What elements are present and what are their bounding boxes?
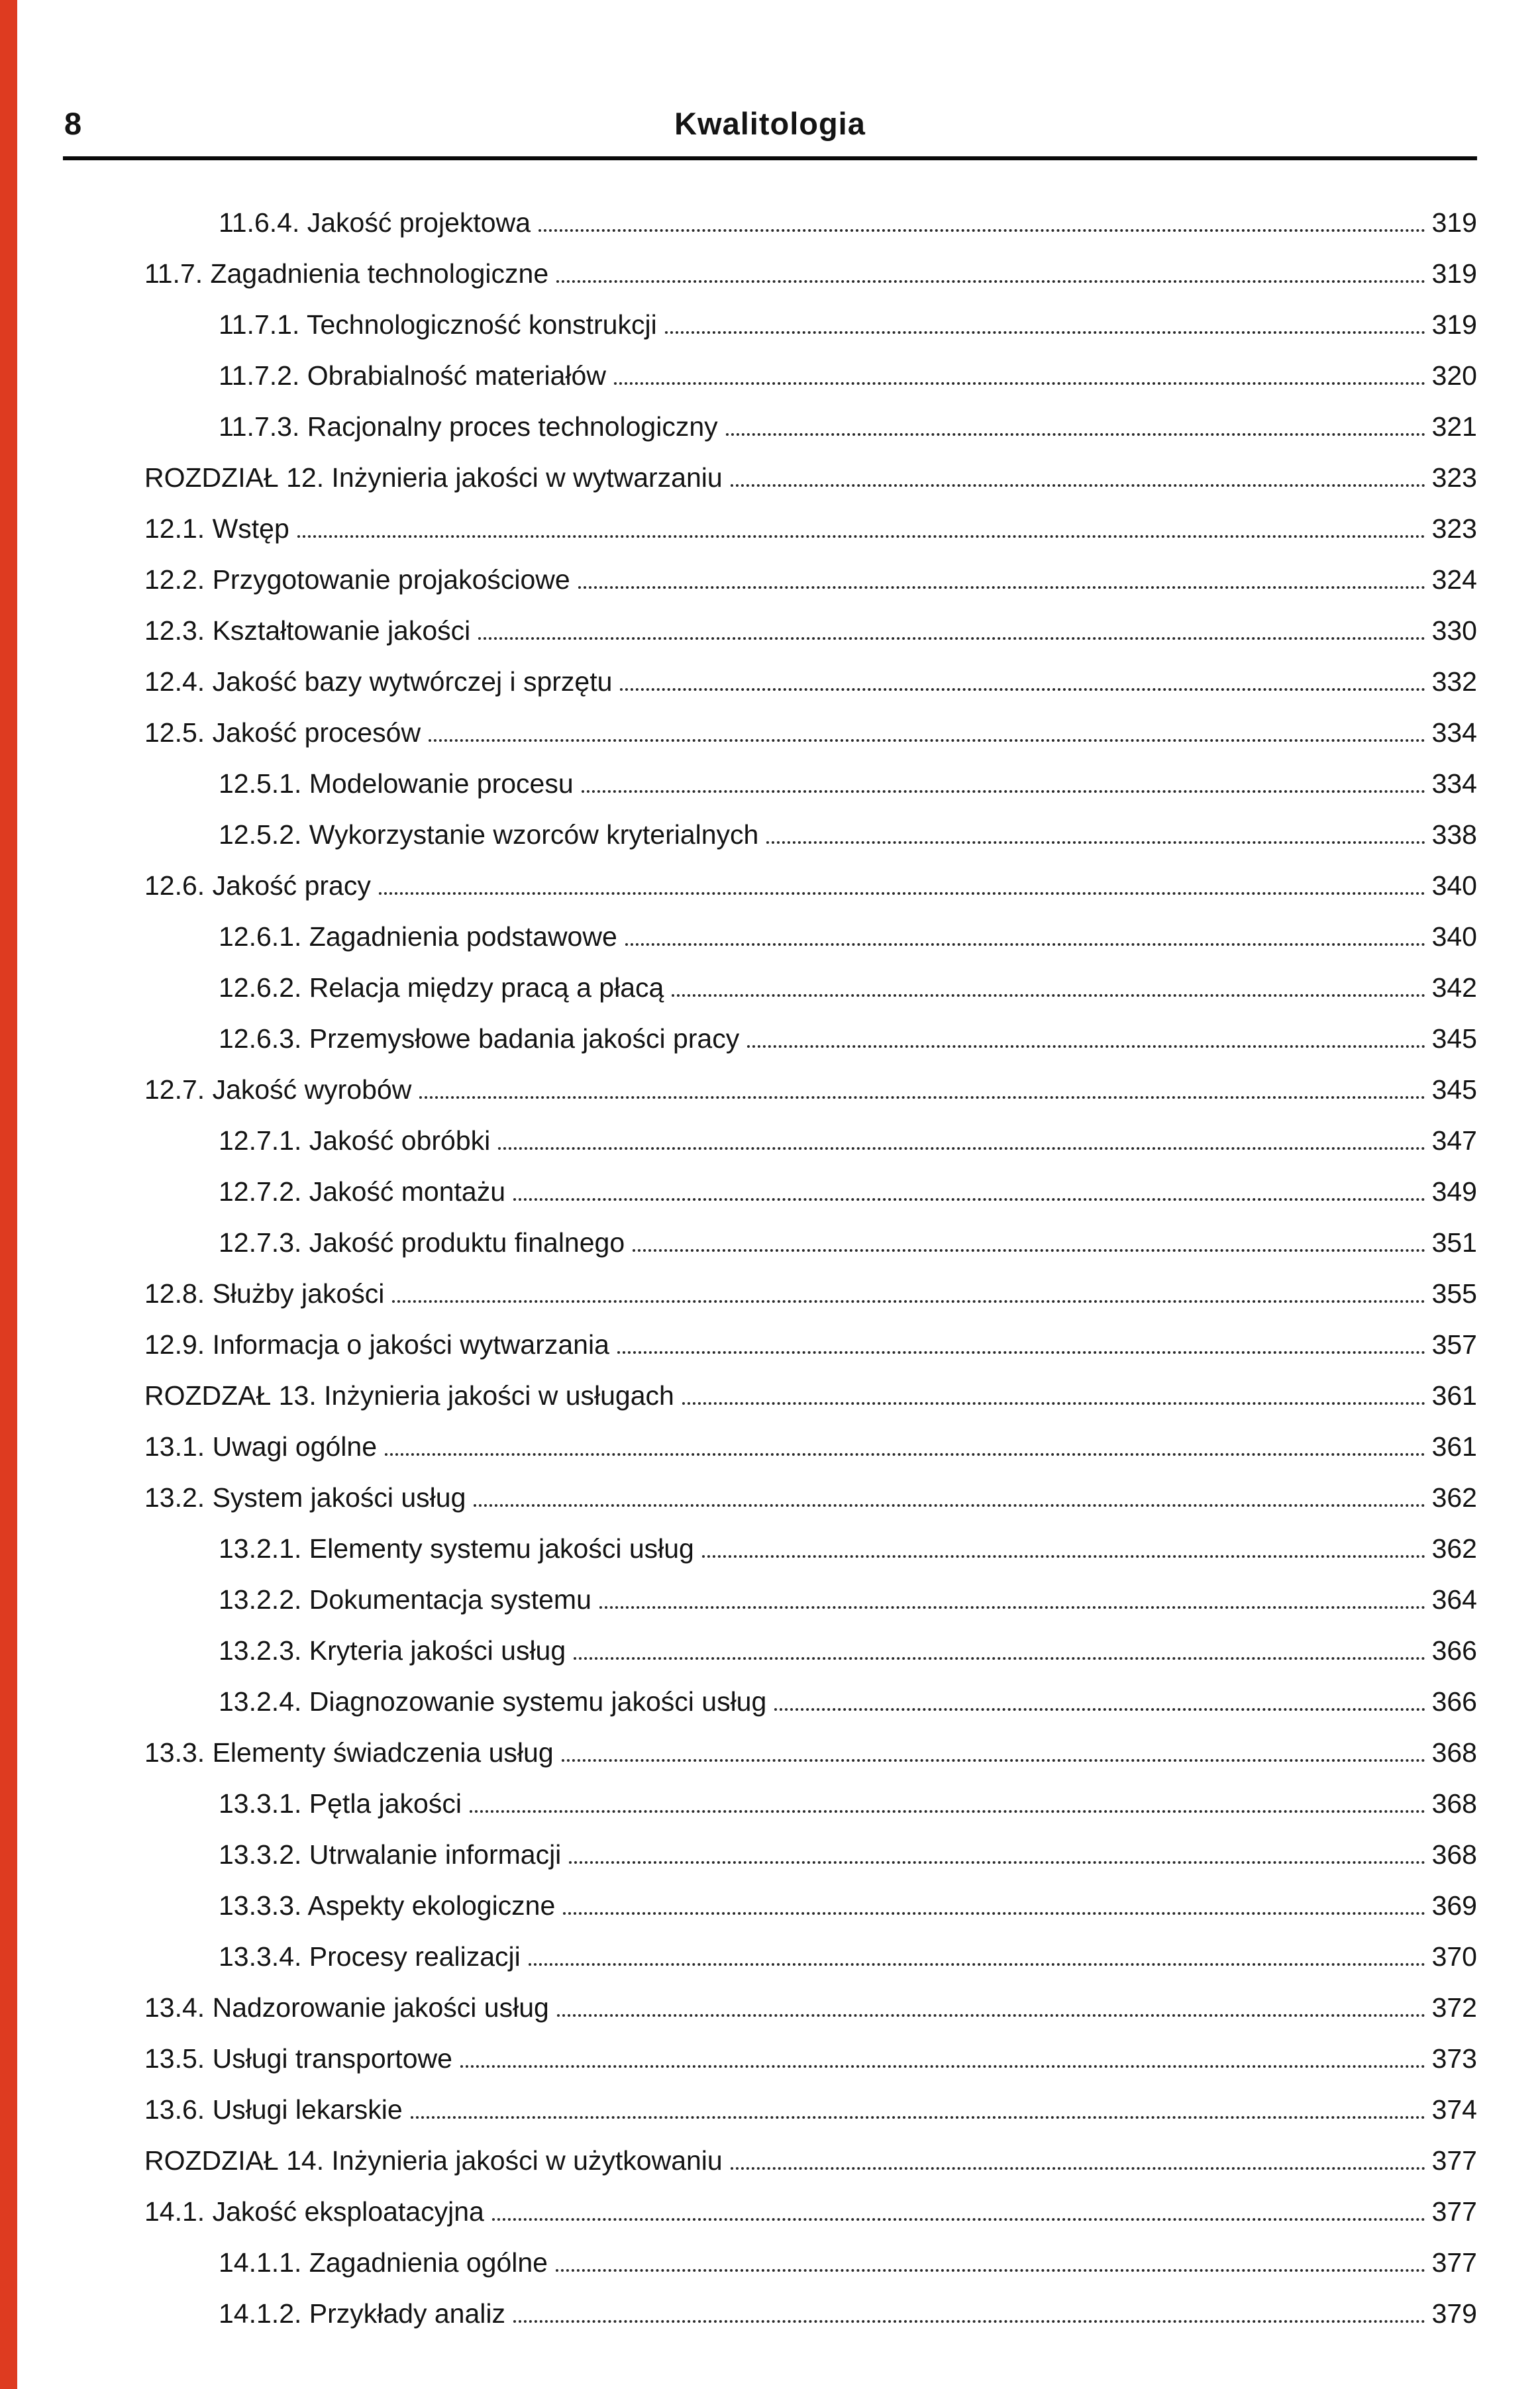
toc-entry bbox=[63, 758, 1477, 809]
toc-entry-label: 12.6. Jakość pracy bbox=[144, 870, 371, 901]
toc-entry bbox=[63, 1676, 1477, 1727]
toc-entry-page: 345 bbox=[1431, 1074, 1477, 1105]
toc-entry bbox=[63, 1982, 1477, 2033]
toc-entry-label: 13.2. System jakości usług bbox=[144, 1482, 466, 1513]
toc-entry bbox=[63, 1319, 1477, 1370]
dotted-leader bbox=[731, 2167, 1425, 2170]
toc-entry-page: 351 bbox=[1431, 1227, 1477, 1258]
toc-entry bbox=[63, 1523, 1477, 1574]
toc-entry-label: 11.7.3. Racjonalny proces technologiczny bbox=[219, 411, 718, 442]
dotted-leader bbox=[297, 535, 1425, 538]
toc-entry-label: ROZDZIAŁ 14. Inżynieria jakości w użytkowaniu bbox=[144, 2145, 723, 2176]
dotted-leader bbox=[633, 1249, 1425, 1252]
toc-entry bbox=[63, 860, 1477, 911]
toc-entry-page: 323 bbox=[1431, 513, 1477, 544]
dotted-leader bbox=[617, 1351, 1425, 1354]
toc-entry-label: 14.1. Jakość eksploatacyjna bbox=[144, 2196, 484, 2227]
toc-entry-label: 12.1. Wstęp bbox=[144, 513, 289, 544]
dotted-leader bbox=[498, 1147, 1425, 1150]
toc-entry-label: ROZDZIAŁ 12. Inżynieria jakości w wytwarzaniu bbox=[144, 462, 723, 493]
dotted-leader bbox=[379, 892, 1425, 895]
toc-entry-page: 369 bbox=[1431, 1890, 1477, 1921]
dotted-leader bbox=[563, 1912, 1425, 1915]
toc-entry-page: 349 bbox=[1431, 1176, 1477, 1207]
dotted-leader bbox=[578, 586, 1425, 589]
toc-entry-label: 12.7.3. Jakość produktu finalnego bbox=[219, 1227, 625, 1258]
toc-entry bbox=[63, 1421, 1477, 1472]
toc-entry-page: 362 bbox=[1431, 1482, 1477, 1513]
toc-entry bbox=[63, 2033, 1477, 2084]
toc-entry-label: 13.3.2. Utrwalanie informacji bbox=[219, 1839, 562, 1870]
toc-entry-page: 377 bbox=[1431, 2196, 1477, 2227]
toc-entry-page: 330 bbox=[1431, 615, 1477, 646]
page-title: Kwalitologia bbox=[674, 106, 866, 141]
toc-entry bbox=[63, 1370, 1477, 1421]
toc-entry-page: 362 bbox=[1431, 1533, 1477, 1564]
toc-entry bbox=[63, 1829, 1477, 1880]
toc-entry-label: 13.3.4. Procesy realizacji bbox=[219, 1941, 521, 1972]
dotted-leader bbox=[582, 790, 1425, 793]
toc-list bbox=[63, 197, 1477, 2339]
toc-entry-label: 12.9. Informacja o jakości wytwarzania bbox=[144, 1329, 609, 1360]
dotted-leader bbox=[702, 1555, 1425, 1558]
dotted-leader bbox=[556, 280, 1425, 283]
dotted-leader bbox=[766, 841, 1425, 844]
toc-entry-page: 324 bbox=[1431, 564, 1477, 595]
toc-entry bbox=[63, 197, 1477, 248]
dotted-leader bbox=[665, 331, 1425, 334]
toc-entry-label: 11.7.2. Obrabialność materiałów bbox=[219, 360, 606, 391]
dotted-leader bbox=[429, 739, 1425, 742]
book-spine-stripe bbox=[0, 0, 17, 2389]
toc-entry bbox=[63, 1166, 1477, 1217]
toc-entry-page: 319 bbox=[1431, 258, 1477, 289]
dotted-leader bbox=[460, 2065, 1425, 2068]
toc-entry bbox=[63, 2288, 1477, 2339]
page-number: 8 bbox=[64, 106, 82, 141]
toc-entry bbox=[63, 1013, 1477, 1064]
toc-entry-label: ROZDZAŁ 13. Inżynieria jakości w usługach bbox=[144, 1380, 674, 1411]
dotted-leader bbox=[672, 994, 1425, 997]
dotted-leader bbox=[492, 2218, 1425, 2221]
toc-entry-label: 12.5.2. Wykorzystanie wzorców kryterialnych bbox=[219, 819, 759, 850]
toc-entry-page: 319 bbox=[1431, 207, 1477, 238]
toc-entry bbox=[63, 1625, 1477, 1676]
toc-entry-page: 366 bbox=[1431, 1686, 1477, 1717]
toc-entry-page: 321 bbox=[1431, 411, 1477, 442]
dotted-leader bbox=[747, 1045, 1425, 1048]
toc-entry-label: 12.2. Przygotowanie projakościowe bbox=[144, 564, 570, 595]
toc-entry-page: 340 bbox=[1431, 870, 1477, 901]
toc-entry-label: 12.6.3. Przemysłowe badania jakości pracy bbox=[219, 1023, 740, 1054]
dotted-leader bbox=[513, 1198, 1425, 1201]
toc-entry bbox=[63, 452, 1477, 503]
toc-entry bbox=[63, 2135, 1477, 2186]
dotted-leader bbox=[556, 2269, 1425, 2272]
toc-entry bbox=[63, 2186, 1477, 2237]
toc-entry-page: 370 bbox=[1431, 1941, 1477, 1972]
toc-entry bbox=[63, 503, 1477, 554]
toc-entry-label: 14.1.1. Zagadnienia ogólne bbox=[219, 2247, 548, 2278]
dotted-leader bbox=[419, 1096, 1425, 1099]
toc-entry-page: 374 bbox=[1431, 2094, 1477, 2125]
toc-entry-page: 364 bbox=[1431, 1584, 1477, 1615]
toc-entry-label: 13.3.3. Aspekty ekologiczne bbox=[219, 1890, 556, 1921]
toc-entry-label: 11.7. Zagadnienia technologiczne bbox=[144, 258, 549, 289]
toc-entry bbox=[63, 962, 1477, 1013]
toc-entry bbox=[63, 1778, 1477, 1829]
toc-entry-page: 323 bbox=[1431, 462, 1477, 493]
toc-entry bbox=[63, 2237, 1477, 2288]
dotted-leader bbox=[574, 1657, 1425, 1660]
dotted-leader bbox=[620, 688, 1425, 691]
dotted-leader bbox=[470, 1810, 1425, 1813]
toc-entry-page: 345 bbox=[1431, 1023, 1477, 1054]
toc-entry-label: 11.6.4. Jakość projektowa bbox=[219, 207, 531, 238]
dotted-leader bbox=[529, 1963, 1425, 1966]
toc-entry bbox=[63, 809, 1477, 860]
dotted-leader bbox=[682, 1402, 1425, 1405]
toc-entry bbox=[63, 1880, 1477, 1931]
toc-entry-page: 368 bbox=[1431, 1788, 1477, 1819]
toc-entry-label: 12.7. Jakość wyrobów bbox=[144, 1074, 412, 1105]
toc-entry-label: 13.2.2. Dokumentacja systemu bbox=[219, 1584, 591, 1615]
toc-entry-label: 12.8. Służby jakości bbox=[144, 1278, 385, 1309]
toc-entry-page: 361 bbox=[1431, 1431, 1477, 1462]
dotted-leader bbox=[569, 1861, 1425, 1864]
toc-entry-page: 342 bbox=[1431, 972, 1477, 1003]
dotted-leader bbox=[539, 229, 1425, 232]
dotted-leader bbox=[513, 2320, 1425, 2323]
toc-entry bbox=[63, 248, 1477, 299]
toc-entry-label: 13.2.4. Diagnozowanie systemu jakości usług bbox=[219, 1686, 767, 1717]
toc-entry-label: 12.3. Kształtowanie jakości bbox=[144, 615, 471, 646]
toc-entry bbox=[63, 1115, 1477, 1166]
dotted-leader bbox=[557, 2014, 1425, 2017]
dotted-leader bbox=[731, 484, 1425, 487]
toc-entry-label: 12.7.2. Jakość montażu bbox=[219, 1176, 506, 1207]
toc-entry bbox=[63, 656, 1477, 707]
toc-entry-label: 12.6.1. Zagadnienia podstawowe bbox=[219, 921, 617, 952]
toc-entry bbox=[63, 1217, 1477, 1268]
page-content bbox=[63, 105, 1477, 2339]
toc-entry-label: 12.5. Jakość procesów bbox=[144, 717, 421, 748]
toc-entry-page: 319 bbox=[1431, 309, 1477, 340]
toc-entry-page: 334 bbox=[1431, 717, 1477, 748]
toc-entry bbox=[63, 605, 1477, 656]
toc-entry-page: 332 bbox=[1431, 666, 1477, 697]
toc-entry bbox=[63, 707, 1477, 758]
toc-entry-label: 12.6.2. Relacja między pracą a płacą bbox=[219, 972, 664, 1003]
toc-entry bbox=[63, 401, 1477, 452]
toc-entry-page: 377 bbox=[1431, 2247, 1477, 2278]
toc-entry-page: 377 bbox=[1431, 2145, 1477, 2176]
toc-entry-label: 13.2.1. Elementy systemu jakości usług bbox=[219, 1533, 694, 1564]
toc-entry-page: 357 bbox=[1431, 1329, 1477, 1360]
toc-entry-page: 338 bbox=[1431, 819, 1477, 850]
toc-entry-label: 13.3. Elementy świadczenia usług bbox=[144, 1737, 554, 1768]
toc-entry-label: 13.2.3. Kryteria jakości usług bbox=[219, 1635, 566, 1666]
toc-entry-label: 13.3.1. Pętla jakości bbox=[219, 1788, 462, 1819]
page-header bbox=[63, 105, 1477, 160]
dotted-leader bbox=[392, 1300, 1425, 1303]
dotted-leader bbox=[474, 1504, 1425, 1507]
toc-entry-page: 320 bbox=[1431, 360, 1477, 391]
toc-entry bbox=[63, 2084, 1477, 2135]
toc-entry bbox=[63, 299, 1477, 350]
toc-entry-label: 12.5.1. Modelowanie procesu bbox=[219, 768, 574, 799]
toc-entry-page: 334 bbox=[1431, 768, 1477, 799]
dotted-leader bbox=[562, 1759, 1425, 1762]
dotted-leader bbox=[614, 382, 1425, 385]
toc-entry bbox=[63, 1472, 1477, 1523]
toc-entry-page: 366 bbox=[1431, 1635, 1477, 1666]
dotted-leader bbox=[625, 943, 1425, 946]
toc-entry-page: 347 bbox=[1431, 1125, 1477, 1156]
toc-entry-label: 11.7.1. Technologiczność konstrukcji bbox=[219, 309, 657, 340]
toc-entry-page: 379 bbox=[1431, 2298, 1477, 2329]
toc-entry bbox=[63, 554, 1477, 605]
toc-entry-page: 361 bbox=[1431, 1380, 1477, 1411]
toc-entry bbox=[63, 1064, 1477, 1115]
toc-entry-page: 368 bbox=[1431, 1737, 1477, 1768]
toc-entry bbox=[63, 350, 1477, 401]
dotted-leader bbox=[385, 1453, 1425, 1456]
toc-entry bbox=[63, 1574, 1477, 1625]
toc-entry-page: 373 bbox=[1431, 2043, 1477, 2074]
toc-entry-label: 12.7.1. Jakość obróbki bbox=[219, 1125, 491, 1156]
dotted-leader bbox=[774, 1708, 1425, 1711]
toc-entry bbox=[63, 1727, 1477, 1778]
toc-entry-label: 14.1.2. Przykłady analiz bbox=[219, 2298, 506, 2329]
toc-entry-label: 13.6. Usługi lekarskie bbox=[144, 2094, 403, 2125]
toc-entry-label: 13.1. Uwagi ogólne bbox=[144, 1431, 378, 1462]
dotted-leader bbox=[411, 2116, 1425, 2119]
dotted-leader bbox=[726, 433, 1425, 436]
toc-entry bbox=[63, 1931, 1477, 1982]
toc-entry-label: 13.4. Nadzorowanie jakości usług bbox=[144, 1992, 549, 2023]
dotted-leader bbox=[478, 637, 1425, 640]
toc-entry-page: 368 bbox=[1431, 1839, 1477, 1870]
toc-entry-page: 340 bbox=[1431, 921, 1477, 952]
toc-entry-label: 12.4. Jakość bazy wytwórczej i sprzętu bbox=[144, 666, 613, 697]
toc-entry bbox=[63, 911, 1477, 962]
dotted-leader bbox=[599, 1606, 1425, 1609]
toc-entry bbox=[63, 1268, 1477, 1319]
toc-entry-page: 355 bbox=[1431, 1278, 1477, 1309]
toc-entry-label: 13.5. Usługi transportowe bbox=[144, 2043, 452, 2074]
toc-entry-page: 372 bbox=[1431, 1992, 1477, 2023]
